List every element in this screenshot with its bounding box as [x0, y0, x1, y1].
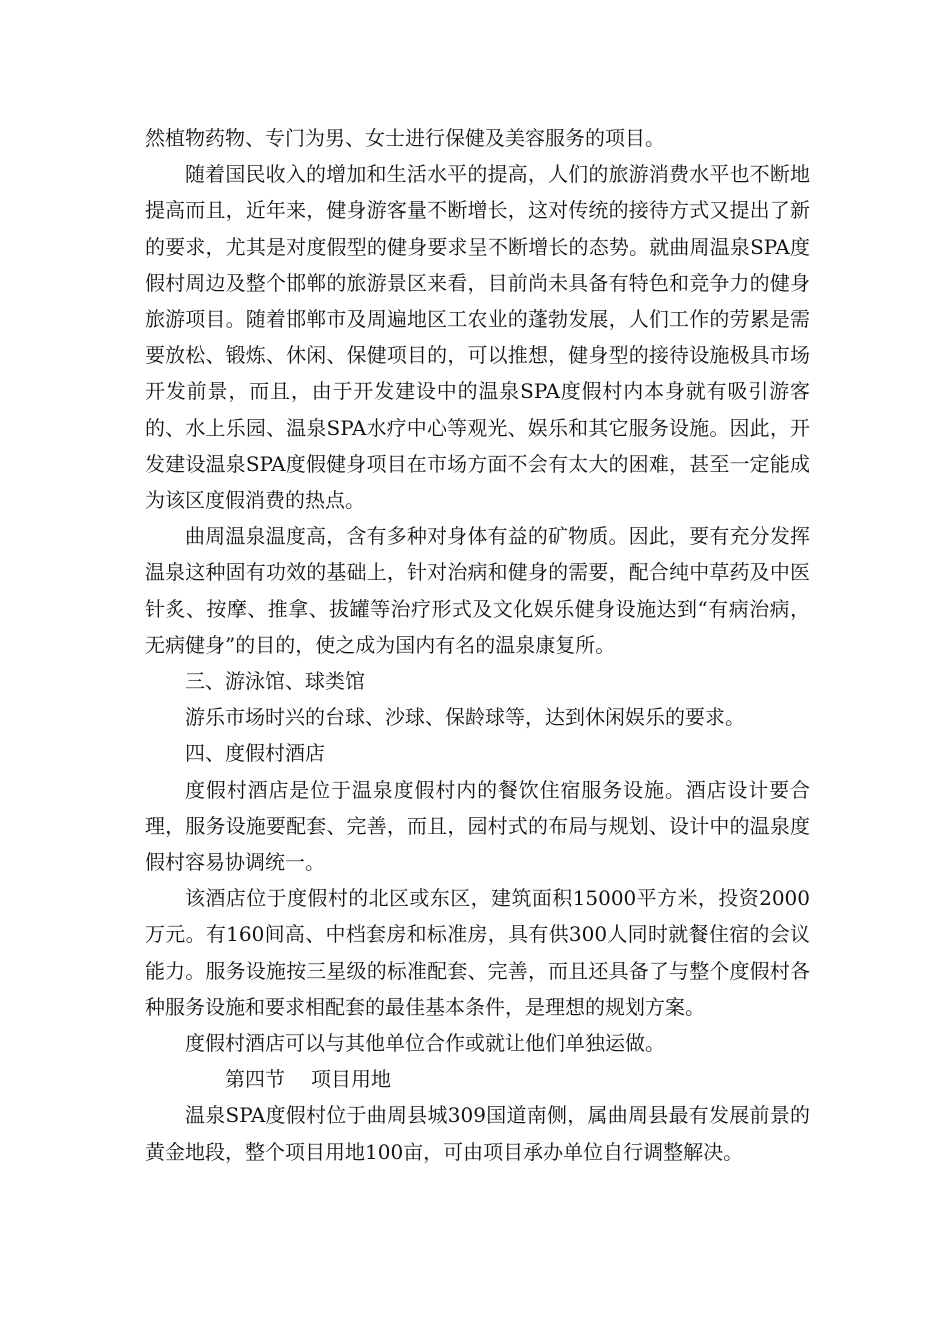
paragraph-ball-games: 游乐市场时兴的台球、沙球、保龄球等，达到休闲娱乐的要求。 — [185, 705, 745, 730]
paragraph-health-tourism: 随着国民收入的增加和生活水平的提高，人们的旅游消费水平也不断地提高而且，近年来，健身游客量不断增长，这对传统的接待方式又提出了新的要求，尤其是对度假型的健身要求呈不断增长的态势。就曲周温泉SPA度假村周边及整个邯郸的旅游景区来看，目前尚未具备有特色和竞争力的健身旅游项目。随着邯郸市及周遍地区工农业的蓬勃发展，人们工作的劳累是需要放松、锻炼、休闲、保健项目的，可以推想，健身型的接待设施极具市场开发前景，而且，由于开发建设中的温泉SPA度假村内本身就有吸引游客的、水上乐园、温泉SPA水疗中心等观光、娱乐和其它服务设施。因此，开发建设温泉SPA度假健身项目在市场方面不会有太大的困难，甚至一定能成为该区度假消费的热点。 — [145, 162, 810, 513]
paragraph-land-use: 温泉SPA度假村位于曲周县城309国道南侧，属曲周县最有发展前景的黄金地段，整个项目用地100亩，可由项目承办单位自行调整解决。 — [145, 1103, 810, 1164]
section-number: 第四节 — [225, 1067, 285, 1092]
paragraph-continuation: 然植物药物、专门为男、女士进行保健及美容服务的项目。 — [145, 126, 665, 150]
section-heading — [145, 1061, 810, 1097]
paragraph-hotel-operation: 度假村酒店可以与其他单位合作或就让他们单独运做。 — [185, 1031, 665, 1056]
document-body — [145, 120, 810, 1170]
heading-swimming-ball-halls: 三、游泳馆、球类馆 — [185, 669, 365, 694]
paragraph-hotel-details: 该酒店位于度假村的北区或东区，建筑面积15000平方米，投资2000万元。有160间高、中档套房和标准房，具有供300人同时就餐住宿的会议能力。服务设施按三星级的标准配套、完善，而且还具备了与整个度假村各种服务设施和要求相配套的最佳基本条件，是理想的规划方案。 — [145, 886, 810, 1019]
paragraph-hotel-intro: 度假村酒店是位于温泉度假村内的餐饮住宿服务设施。酒店设计要合理，服务设施要配套、完善，而且，园村式的布局与规划、设计中的温泉度假村容易协调统一。 — [145, 777, 810, 875]
paragraph-hot-spring: 曲周温泉温度高，含有多种对身体有益的矿物质。因此，要有充分发挥温泉这种固有功效的基础上，针对治病和健身的需要，配合纯中草药及中医针炙、按摩、推拿、拔罐等治疗形式及文化娱乐健身设施达到“有病治病，无病健身”的目的，使之成为国内有名的温泉康复所。 — [145, 524, 810, 657]
section-title: 项目用地 — [311, 1067, 391, 1092]
heading-resort-hotel: 四、度假村酒店 — [185, 741, 325, 766]
